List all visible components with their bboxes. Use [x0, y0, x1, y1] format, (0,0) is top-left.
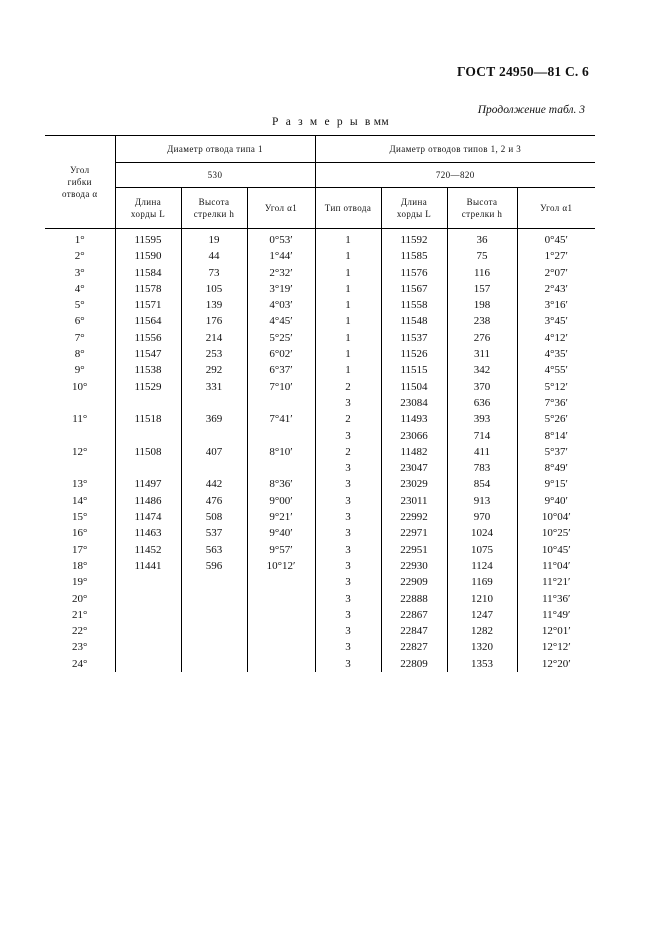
table-row	[45, 509, 595, 525]
header-line: хорды L	[396, 209, 432, 219]
cell-angle-alpha1	[247, 460, 315, 476]
header-bend-angle	[45, 136, 115, 229]
cell-arrow-height: 292	[181, 362, 247, 378]
cell-arrow-height: 508	[181, 509, 247, 525]
cell-arrow-height: 44	[181, 248, 247, 264]
cell-bend-type: 3	[315, 428, 381, 444]
cell-angle-alpha1: 2°07′	[517, 265, 595, 281]
table-row	[45, 525, 595, 541]
cell-chord-length: 23084	[381, 395, 447, 411]
cell-chord-length: 23011	[381, 493, 447, 509]
cell-arrow-height: 331	[181, 379, 247, 395]
cell-angle-alpha1: 10°12′	[247, 558, 315, 574]
cell-arrow-height: 1353	[447, 656, 517, 672]
header-diameter-720-820: 720—820	[315, 163, 595, 188]
cell-angle-alpha1: 4°55′	[517, 362, 595, 378]
table-row	[45, 444, 595, 460]
cell-angle-alpha1: 9°15′	[517, 476, 595, 492]
cell-bend-type: 1	[315, 265, 381, 281]
cell-arrow-height: 407	[181, 444, 247, 460]
cell-angle-alpha1: 8°49′	[517, 460, 595, 476]
cell-angle-alpha1	[247, 428, 315, 444]
cell-angle-alpha1: 6°37′	[247, 362, 315, 378]
cell-angle-alpha1	[247, 591, 315, 607]
table-continuation-note: Продолжение табл. 3	[477, 104, 585, 116]
cell-bend-type: 1	[315, 297, 381, 313]
cell-angle-alpha1: 9°57′	[247, 542, 315, 558]
table-row	[45, 607, 595, 623]
cell-bend-type: 1	[315, 362, 381, 378]
cell-angle-alpha1: 9°40′	[247, 525, 315, 541]
cell-angle-alpha1: 3°19′	[247, 281, 315, 297]
cell-arrow-height: 253	[181, 346, 247, 362]
cell-chord-length: 11482	[381, 444, 447, 460]
cell-chord-length: 11508	[115, 444, 181, 460]
cell-angle-alpha1: 10°45′	[517, 542, 595, 558]
cell-chord-length: 23066	[381, 428, 447, 444]
cell-bend-angle: 14°	[72, 494, 88, 507]
cell-bend-type: 1	[315, 229, 381, 249]
cell-bend-type: 1	[315, 346, 381, 362]
cell-arrow-height: 1320	[447, 639, 517, 655]
cell-bend-type: 1	[315, 248, 381, 264]
cell-bend-type: 3	[315, 656, 381, 672]
table-row	[45, 411, 595, 427]
cell-arrow-height: 1210	[447, 591, 517, 607]
cell-arrow-height: 970	[447, 509, 517, 525]
cell-arrow-height: 714	[447, 428, 517, 444]
cell-arrow-height	[181, 591, 247, 607]
units-caption-spaced: Р а з м е р ы	[272, 116, 360, 128]
cell-chord-length: 11585	[381, 248, 447, 264]
cell-arrow-height: 370	[447, 379, 517, 395]
cell-arrow-height: 596	[181, 558, 247, 574]
cell-angle-alpha1: 7°10′	[247, 379, 315, 395]
table-body	[45, 229, 595, 673]
cell-arrow-height	[181, 607, 247, 623]
cell-bend-angle: 4°	[74, 282, 85, 295]
cell-angle-alpha1: 2°32′	[247, 265, 315, 281]
cell-angle-alpha1: 10°25′	[517, 525, 595, 541]
cell-arrow-height: 176	[181, 313, 247, 329]
cell-arrow-height: 369	[181, 411, 247, 427]
cell-angle-alpha1: 2°43′	[517, 281, 595, 297]
dimensions-table	[45, 135, 595, 672]
header-line: Высота	[198, 197, 230, 207]
cell-bend-type: 3	[315, 395, 381, 411]
header-bend-type: Тип отвода	[315, 188, 381, 229]
cell-arrow-height: 636	[447, 395, 517, 411]
cell-bend-type: 3	[315, 574, 381, 590]
cell-arrow-height: 73	[181, 265, 247, 281]
cell-chord-length: 11592	[381, 229, 447, 249]
cell-chord-length	[115, 428, 181, 444]
cell-chord-length: 11571	[115, 297, 181, 313]
cell-arrow-height	[181, 656, 247, 672]
cell-bend-type: 1	[315, 330, 381, 346]
cell-bend-angle: 20°	[72, 592, 88, 605]
cell-angle-alpha1: 7°41′	[247, 411, 315, 427]
cell-angle-alpha1: 9°00′	[247, 493, 315, 509]
cell-arrow-height: 1024	[447, 525, 517, 541]
cell-chord-length	[115, 623, 181, 639]
cell-chord-length: 11537	[381, 330, 447, 346]
cell-bend-angle: 23°	[72, 641, 88, 654]
cell-bend-angle: 5°	[74, 299, 85, 312]
cell-chord-length	[115, 591, 181, 607]
cell-arrow-height	[181, 428, 247, 444]
cell-bend-type: 2	[315, 411, 381, 427]
cell-chord-length: 11529	[115, 379, 181, 395]
cell-bend-angle: 18°	[72, 559, 88, 572]
table-row	[45, 623, 595, 639]
cell-angle-alpha1: 11°21′	[517, 574, 595, 590]
table-row	[45, 346, 595, 362]
cell-angle-alpha1: 9°40′	[517, 493, 595, 509]
cell-arrow-height: 36	[447, 229, 517, 249]
cell-chord-length: 11526	[381, 346, 447, 362]
cell-angle-alpha1: 5°25′	[247, 330, 315, 346]
cell-chord-length: 11493	[381, 411, 447, 427]
cell-bend-angle: 17°	[72, 543, 88, 556]
cell-bend-angle: 19°	[72, 576, 88, 589]
document-reference: ГОСТ 24950—81 С. 6	[456, 64, 589, 79]
cell-bend-angle: 11°	[72, 413, 88, 426]
cell-arrow-height: 393	[447, 411, 517, 427]
header-line: стрелки h	[461, 209, 503, 219]
cell-angle-alpha1: 5°37′	[517, 444, 595, 460]
cell-angle-alpha1: 10°04′	[517, 509, 595, 525]
cell-chord-length	[115, 460, 181, 476]
cell-angle-alpha1: 3°16′	[517, 297, 595, 313]
cell-angle-alpha1: 5°12′	[517, 379, 595, 395]
cell-bend-type: 3	[315, 493, 381, 509]
table-row	[45, 229, 595, 249]
cell-arrow-height: 238	[447, 313, 517, 329]
cell-bend-type: 1	[315, 281, 381, 297]
cell-bend-angle: 21°	[72, 608, 88, 621]
header-line: Длина	[134, 197, 162, 207]
cell-chord-length: 11548	[381, 313, 447, 329]
cell-angle-alpha1: 9°21′	[247, 509, 315, 525]
cell-chord-length: 11441	[115, 558, 181, 574]
cell-arrow-height: 476	[181, 493, 247, 509]
cell-bend-angle: 1°	[74, 234, 85, 246]
header-arrow-height-1	[181, 188, 247, 229]
cell-bend-type: 3	[315, 623, 381, 639]
cell-arrow-height	[181, 460, 247, 476]
cell-bend-angle	[45, 428, 115, 444]
table-row	[45, 493, 595, 509]
cell-chord-length: 22827	[381, 639, 447, 655]
cell-angle-alpha1: 5°26′	[517, 411, 595, 427]
cell-angle-alpha1	[247, 639, 315, 655]
cell-chord-length: 11486	[115, 493, 181, 509]
cell-chord-length: 22809	[381, 656, 447, 672]
table-row	[45, 297, 595, 313]
cell-arrow-height	[181, 395, 247, 411]
cell-angle-alpha1	[247, 607, 315, 623]
cell-chord-length: 11497	[115, 476, 181, 492]
cell-chord-length: 11564	[115, 313, 181, 329]
cell-angle-alpha1: 8°10′	[247, 444, 315, 460]
cell-angle-alpha1: 1°44′	[247, 248, 315, 264]
cell-arrow-height: 1075	[447, 542, 517, 558]
cell-bend-angle: 10°	[72, 380, 88, 393]
cell-arrow-height: 19	[181, 229, 247, 249]
cell-angle-alpha1: 7°36′	[517, 395, 595, 411]
header-arrow-height-2	[447, 188, 517, 229]
cell-chord-length: 11518	[115, 411, 181, 427]
cell-chord-length: 22847	[381, 623, 447, 639]
cell-angle-alpha1: 12°20′	[517, 656, 595, 672]
header-line: Длина	[400, 197, 428, 207]
cell-chord-length: 11590	[115, 248, 181, 264]
cell-arrow-height: 276	[447, 330, 517, 346]
cell-bend-angle: 6°	[74, 315, 85, 328]
cell-bend-type: 3	[315, 542, 381, 558]
cell-angle-alpha1: 0°45′	[517, 229, 595, 249]
cell-chord-length: 22909	[381, 574, 447, 590]
cell-angle-alpha1: 4°45′	[247, 313, 315, 329]
table-row	[45, 428, 595, 444]
cell-chord-length	[115, 574, 181, 590]
table-row	[45, 330, 595, 346]
cell-bend-angle: 16°	[72, 527, 88, 540]
cell-arrow-height: 342	[447, 362, 517, 378]
header-line: хорды L	[130, 209, 166, 219]
cell-chord-length: 11515	[381, 362, 447, 378]
table-row	[45, 313, 595, 329]
cell-bend-angle: 12°	[72, 445, 88, 458]
header-line: стрелки h	[193, 209, 235, 219]
cell-bend-angle: 7°	[74, 331, 85, 344]
cell-angle-alpha1	[247, 395, 315, 411]
cell-arrow-height	[181, 639, 247, 655]
cell-angle-alpha1: 8°36′	[247, 476, 315, 492]
cell-bend-type: 3	[315, 607, 381, 623]
cell-chord-length: 11463	[115, 525, 181, 541]
cell-arrow-height	[181, 574, 247, 590]
cell-bend-type: 1	[315, 313, 381, 329]
cell-bend-type: 2	[315, 444, 381, 460]
header-bend-angle-line: отвода α	[62, 189, 98, 199]
cell-arrow-height: 116	[447, 265, 517, 281]
cell-chord-length	[115, 607, 181, 623]
header-bend-angle-line: гибки	[67, 177, 92, 187]
cell-arrow-height: 1124	[447, 558, 517, 574]
cell-chord-length: 11595	[115, 229, 181, 249]
table-row	[45, 248, 595, 264]
cell-arrow-height: 105	[181, 281, 247, 297]
cell-arrow-height: 537	[181, 525, 247, 541]
cell-angle-alpha1: 3°45′	[517, 313, 595, 329]
cell-angle-alpha1: 8°14′	[517, 428, 595, 444]
cell-arrow-height: 198	[447, 297, 517, 313]
cell-chord-length: 11452	[115, 542, 181, 558]
cell-bend-type: 2	[315, 379, 381, 395]
units-caption	[0, 116, 661, 128]
table-row	[45, 639, 595, 655]
table-row	[45, 362, 595, 378]
cell-arrow-height: 854	[447, 476, 517, 492]
table-row	[45, 591, 595, 607]
cell-chord-length	[115, 656, 181, 672]
cell-angle-alpha1: 4°35′	[517, 346, 595, 362]
cell-angle-alpha1	[247, 623, 315, 639]
cell-arrow-height: 1169	[447, 574, 517, 590]
cell-arrow-height: 563	[181, 542, 247, 558]
header-diameter-530: 530	[115, 163, 315, 188]
cell-chord-length: 11578	[115, 281, 181, 297]
cell-bend-angle: 2°	[74, 250, 85, 263]
header-angle-alpha1-1: Угол α1	[247, 188, 315, 229]
cell-bend-type: 3	[315, 558, 381, 574]
cell-chord-length: 11576	[381, 265, 447, 281]
cell-arrow-height: 157	[447, 281, 517, 297]
table-row	[45, 558, 595, 574]
cell-angle-alpha1: 11°04′	[517, 558, 595, 574]
cell-arrow-height: 442	[181, 476, 247, 492]
table-row	[45, 476, 595, 492]
cell-bend-angle: 15°	[72, 511, 88, 524]
cell-chord-length: 23029	[381, 476, 447, 492]
table-row	[45, 460, 595, 476]
cell-bend-angle	[45, 395, 115, 411]
cell-angle-alpha1: 12°01′	[517, 623, 595, 639]
cell-chord-length: 11556	[115, 330, 181, 346]
cell-chord-length: 23047	[381, 460, 447, 476]
cell-bend-angle: 24°	[72, 657, 88, 670]
cell-arrow-height: 1247	[447, 607, 517, 623]
cell-chord-length: 22867	[381, 607, 447, 623]
cell-chord-length: 11504	[381, 379, 447, 395]
cell-bend-type: 3	[315, 476, 381, 492]
cell-angle-alpha1	[247, 574, 315, 590]
header-group-type1: Диаметр отвода типа 1	[115, 136, 315, 163]
cell-angle-alpha1: 11°36′	[517, 591, 595, 607]
table-row	[45, 265, 595, 281]
table-row	[45, 379, 595, 395]
cell-bend-angle: 3°	[74, 266, 85, 279]
cell-chord-length	[115, 639, 181, 655]
table-row	[45, 281, 595, 297]
cell-angle-alpha1: 11°49′	[517, 607, 595, 623]
cell-chord-length: 11474	[115, 509, 181, 525]
cell-angle-alpha1	[247, 656, 315, 672]
header-bend-angle-line: Угол	[69, 165, 90, 175]
cell-chord-length: 11558	[381, 297, 447, 313]
cell-chord-length	[115, 395, 181, 411]
cell-chord-length: 11584	[115, 265, 181, 281]
units-caption-mm: в мм	[364, 116, 389, 128]
cell-chord-length: 22951	[381, 542, 447, 558]
cell-arrow-height: 75	[447, 248, 517, 264]
cell-arrow-height: 783	[447, 460, 517, 476]
cell-angle-alpha1: 4°03′	[247, 297, 315, 313]
header-angle-alpha1-2: Угол α1	[517, 188, 595, 229]
header-line: Высота	[466, 197, 498, 207]
cell-chord-length: 22930	[381, 558, 447, 574]
cell-bend-type: 3	[315, 591, 381, 607]
cell-arrow-height: 1282	[447, 623, 517, 639]
cell-arrow-height: 139	[181, 297, 247, 313]
cell-bend-type: 3	[315, 525, 381, 541]
table-row	[45, 656, 595, 672]
cell-chord-length: 11567	[381, 281, 447, 297]
header-chord-length-1	[115, 188, 181, 229]
cell-angle-alpha1: 0°53′	[247, 229, 315, 249]
cell-chord-length: 22888	[381, 591, 447, 607]
cell-bend-angle: 13°	[72, 478, 88, 491]
cell-bend-angle: 8°	[74, 348, 85, 361]
cell-bend-angle: 22°	[72, 625, 88, 638]
cell-bend-type: 3	[315, 509, 381, 525]
header-chord-length-2	[381, 188, 447, 229]
cell-arrow-height: 913	[447, 493, 517, 509]
cell-bend-angle: 9°	[74, 364, 85, 377]
cell-chord-length: 11538	[115, 362, 181, 378]
cell-angle-alpha1: 4°12′	[517, 330, 595, 346]
cell-chord-length: 22971	[381, 525, 447, 541]
table-row	[45, 574, 595, 590]
cell-bend-angle	[45, 460, 115, 476]
table-row	[45, 395, 595, 411]
cell-chord-length: 22992	[381, 509, 447, 525]
cell-arrow-height: 411	[447, 444, 517, 460]
header-group-types123: Диаметр отводов типов 1, 2 и 3	[315, 136, 595, 163]
cell-bend-type: 3	[315, 460, 381, 476]
cell-arrow-height	[181, 623, 247, 639]
cell-angle-alpha1: 12°12′	[517, 639, 595, 655]
cell-chord-length: 11547	[115, 346, 181, 362]
cell-arrow-height: 214	[181, 330, 247, 346]
cell-angle-alpha1: 1°27′	[517, 248, 595, 264]
cell-angle-alpha1: 6°02′	[247, 346, 315, 362]
table-row	[45, 542, 595, 558]
cell-bend-type: 3	[315, 639, 381, 655]
cell-arrow-height: 311	[447, 346, 517, 362]
